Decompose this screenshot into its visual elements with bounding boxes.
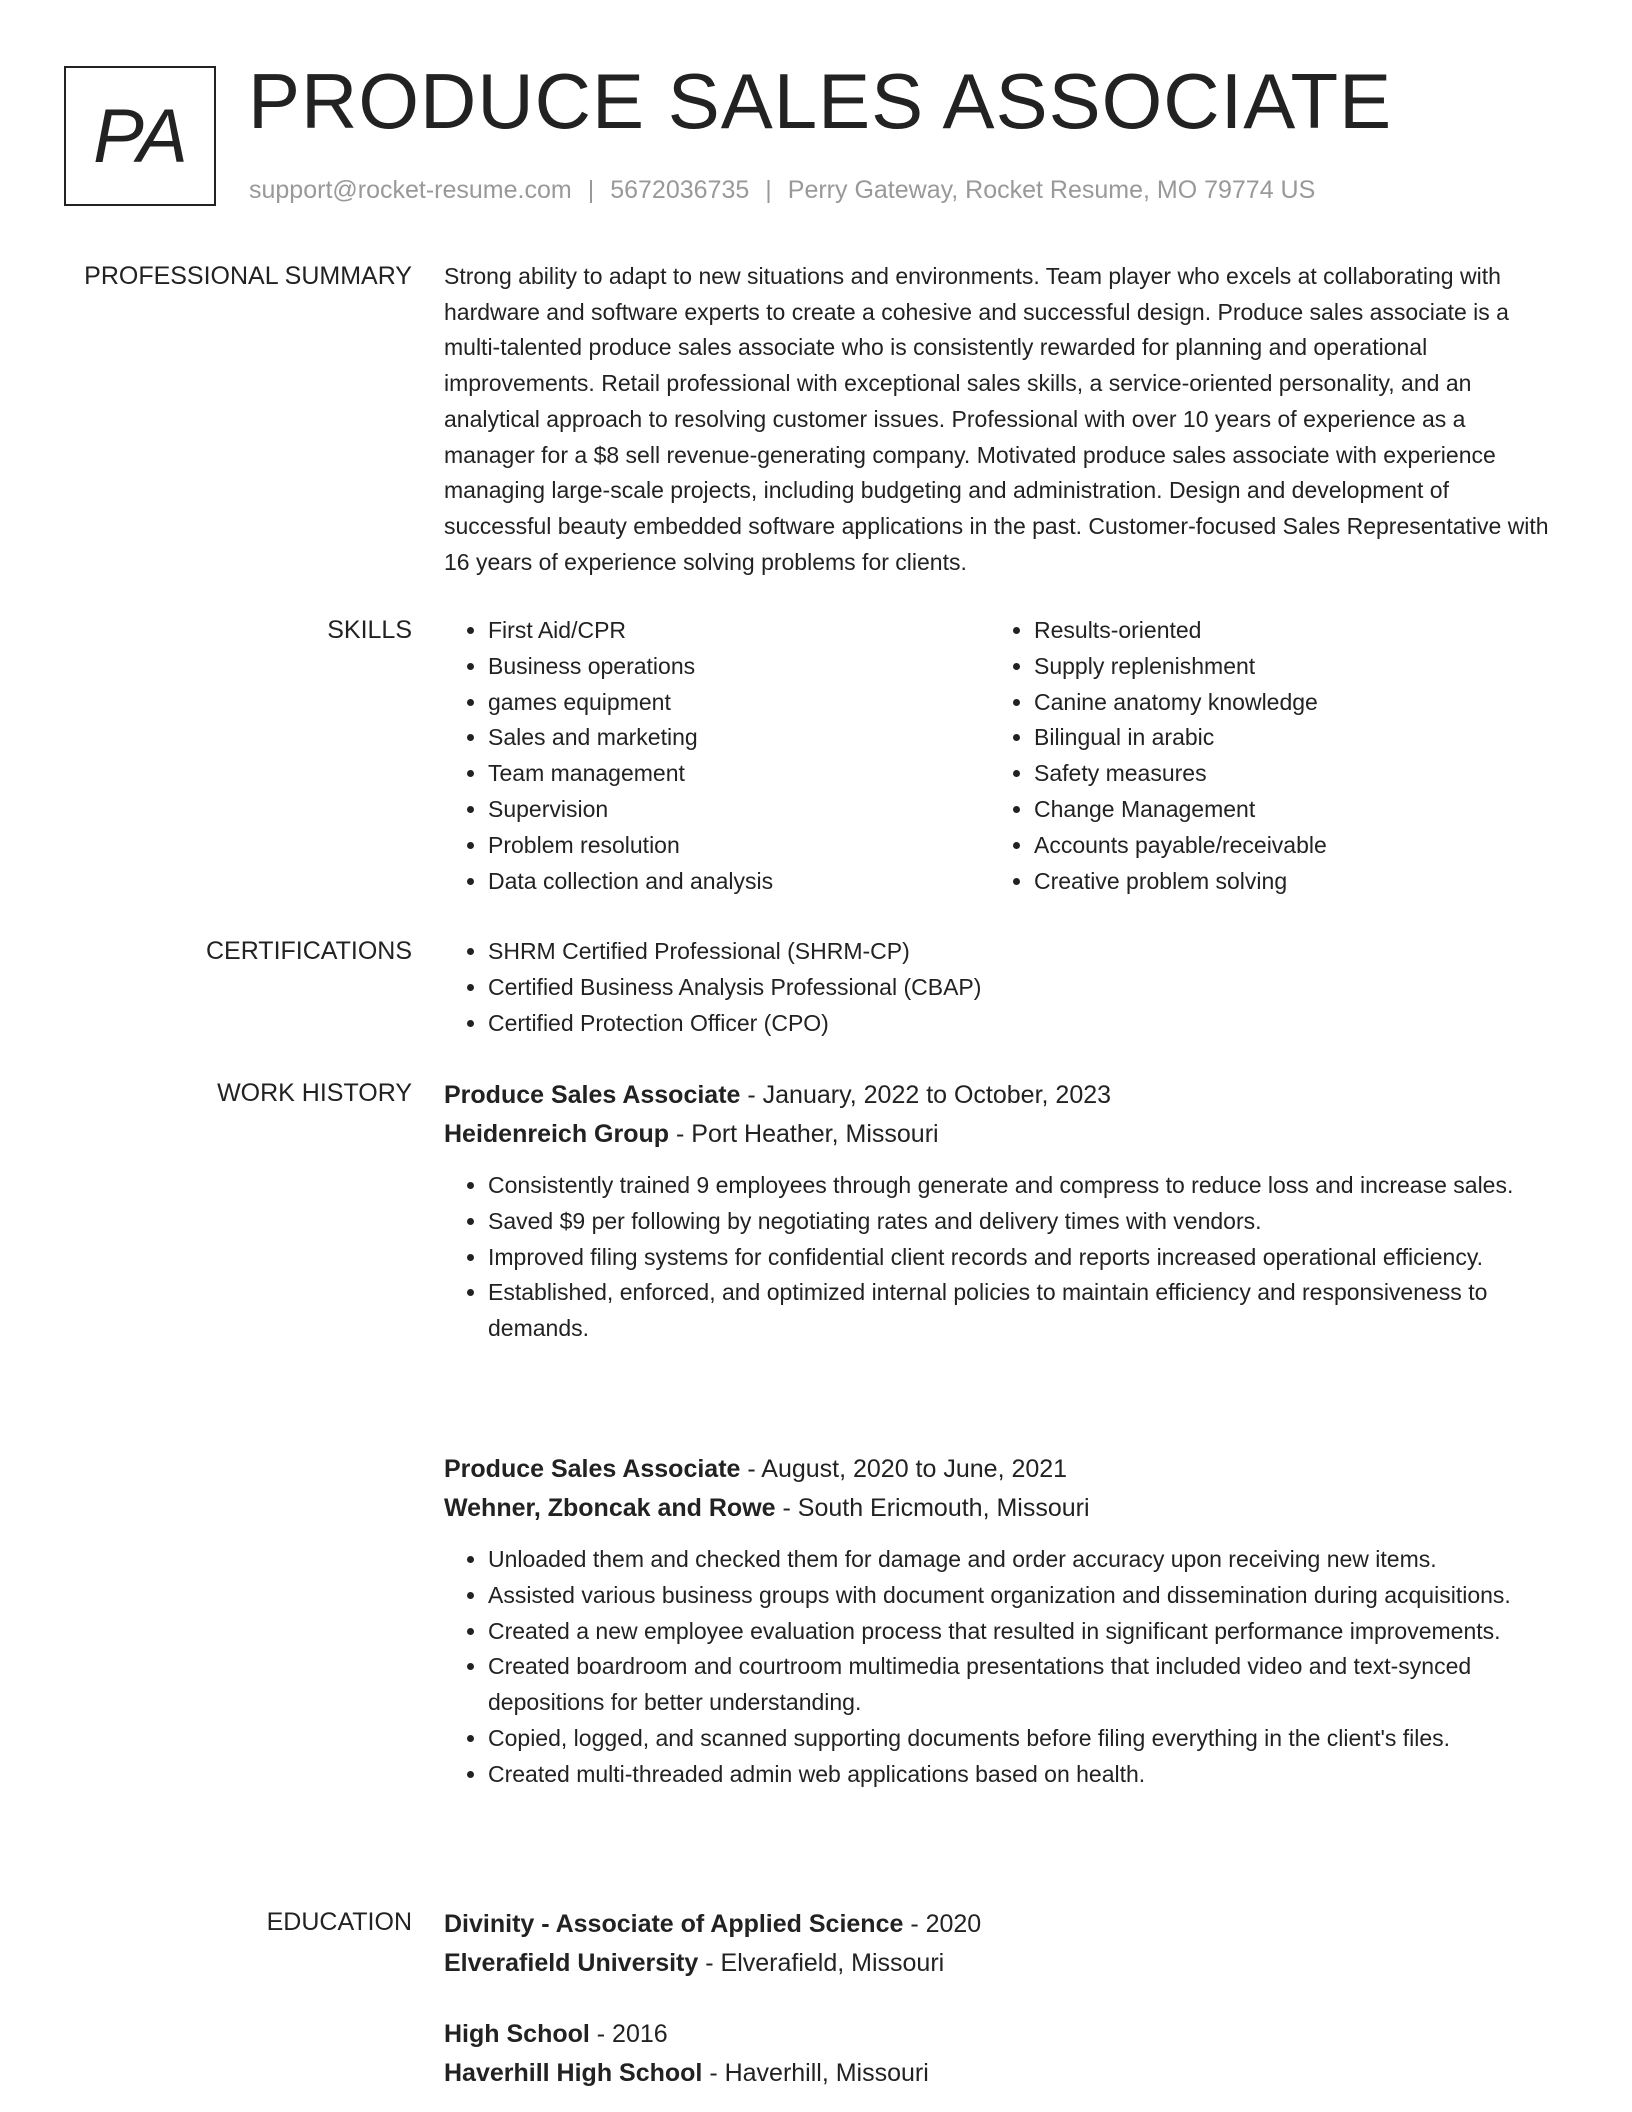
skill-item: • Supervision <box>488 792 990 828</box>
summary-text: Strong ability to adapt to new situations and environments. Team player who excels at collaborating with hardware and software experts to create a cohesive and successful design. Produce sales associate is a multi-talented produce sales associate who is consistently rewarded for planning and operational improvements. Retail professional with exceptional sales skills, a service-oriented personality, and an analytical approach to resolving customer issues. Professional with over 10 years of experience as a manager for a $8 sell revenue-generating company. Motivated produce sales associate with experience managing large-scale projects, including budgeting and administration. Design and development of successful beauty embedded software applications in the past. Customer-focused Sales Representative with 16 years of experience solving problems for clients. <box>444 263 1549 575</box>
education-location: - Elverafield, Missouri <box>698 1949 945 1977</box>
skill-item: • Problem resolution <box>488 828 990 864</box>
job-company: Wehner, Zboncak and Rowe <box>444 1494 776 1522</box>
job-bullets <box>444 1542 1560 1793</box>
education-school: Haverhill High School <box>444 2059 703 2087</box>
job-title-line <box>444 1076 1560 1115</box>
education-year: - 2020 <box>903 1910 982 1938</box>
job-bullet: • Saved $9 per following by negotiating rates and delivery times with vendors. <box>488 1204 1560 1240</box>
education-entry <box>444 2015 1560 2093</box>
work-history-heading: WORK HISTORY <box>217 1079 412 1107</box>
job-location: - Port Heather, Missouri <box>669 1120 939 1148</box>
job-bullet: • Created multi-threaded admin web applications based on health. <box>488 1757 1560 1793</box>
skill-item: • Creative problem solving <box>1034 864 1536 900</box>
skill-item: • Canine anatomy knowledge <box>1034 685 1536 721</box>
job-company-line <box>444 1115 1560 1154</box>
skill-item: • Sales and marketing <box>488 720 990 756</box>
certification-item: • SHRM Certified Professional (SHRM-CP) <box>488 934 1560 970</box>
job-company: Heidenreich Group <box>444 1120 670 1148</box>
job-company-line <box>444 1489 1560 1528</box>
certifications-list <box>444 934 1560 1041</box>
job-location: - South Ericmouth, Missouri <box>775 1494 1090 1522</box>
job-entry <box>444 1076 1560 1347</box>
job-bullet: • Created a new employee evaluation process that resulted in significant performance improvements. <box>488 1614 1560 1650</box>
skills-list-left <box>444 613 990 899</box>
certifications-heading: CERTIFICATIONS <box>205 937 412 965</box>
skills-list-right <box>990 613 1536 899</box>
contact-address: Perry Gateway, Rocket Resume, MO 79774 US <box>787 176 1316 204</box>
job-bullet: • Copied, logged, and scanned supporting documents before filing everything in the client's files. <box>488 1721 1560 1757</box>
education-degree: Divinity - Associate of Applied Science <box>444 1910 904 1938</box>
education-year: - 2016 <box>589 2020 668 2048</box>
skill-item: • Change Management <box>1034 792 1536 828</box>
skills-heading: SKILLS <box>327 616 412 644</box>
certification-item: • Certified Business Analysis Professional (CBAP) <box>488 970 1560 1006</box>
job-dates: - August, 2020 to June, 2021 <box>740 1455 1068 1483</box>
job-bullet: • Created boardroom and courtroom multimedia presentations that included video and text-synced depositions for better understanding. <box>488 1649 1560 1721</box>
contact-line <box>249 174 1315 206</box>
job-bullet: • Assisted various business groups with document organization and dissemination during acquisitions. <box>488 1578 1560 1614</box>
education-school-line <box>444 1944 1560 1983</box>
education-school-line <box>444 2054 1560 2093</box>
job-dates: - January, 2022 to October, 2023 <box>740 1081 1112 1109</box>
resume-title: PRODUCE SALES ASSOCIATE <box>248 57 1393 145</box>
education-entry <box>444 1905 1560 1983</box>
skill-item: • Accounts payable/receivable <box>1034 828 1536 864</box>
job-entry <box>444 1450 1560 1793</box>
education-degree-line <box>444 2015 1560 2054</box>
skill-item: • games equipment <box>488 685 990 721</box>
job-title-line <box>444 1450 1560 1489</box>
education-location: - Haverhill, Missouri <box>702 2059 929 2087</box>
education-school: Elverafield University <box>444 1949 699 1977</box>
job-bullets <box>444 1168 1560 1347</box>
certification-item: • Certified Protection Officer (CPO) <box>488 1006 1560 1042</box>
skill-item: • Bilingual in arabic <box>1034 720 1536 756</box>
contact-separator: | <box>765 176 772 204</box>
skill-item: • Safety measures <box>1034 756 1536 792</box>
monogram-initials: PA <box>93 93 187 179</box>
contact-email[interactable]: support@rocket-resume.com <box>249 176 572 204</box>
education-degree-line <box>444 1905 1560 1944</box>
job-bullet: • Improved filing systems for confidential client records and reports increased operational efficiency. <box>488 1240 1560 1276</box>
job-bullet: • Established, enforced, and optimized internal policies to maintain efficiency and responsiveness to demands. <box>488 1275 1560 1347</box>
summary-heading: PROFESSIONAL SUMMARY <box>84 262 412 290</box>
education-heading: EDUCATION <box>266 1908 412 1936</box>
job-bullet: • Unloaded them and checked them for damage and order accuracy upon receiving new items. <box>488 1542 1560 1578</box>
skill-item: • Supply replenishment <box>1034 649 1536 685</box>
contact-separator: | <box>587 176 595 204</box>
contact-phone[interactable]: 5672036735 <box>610 176 750 204</box>
education-degree: High School <box>444 2020 590 2048</box>
monogram-box <box>64 66 216 206</box>
skill-item: • Business operations <box>488 649 990 685</box>
skill-item: • Data collection and analysis <box>488 864 990 900</box>
skill-item: • Team management <box>488 756 990 792</box>
job-role: Produce Sales Associate <box>444 1081 741 1109</box>
job-role: Produce Sales Associate <box>444 1455 741 1483</box>
skill-item: • Results-oriented <box>1034 613 1536 649</box>
job-bullet: • Consistently trained 9 employees through generate and compress to reduce loss and increase sales. <box>488 1168 1560 1204</box>
skill-item: • First Aid/CPR <box>488 613 990 649</box>
